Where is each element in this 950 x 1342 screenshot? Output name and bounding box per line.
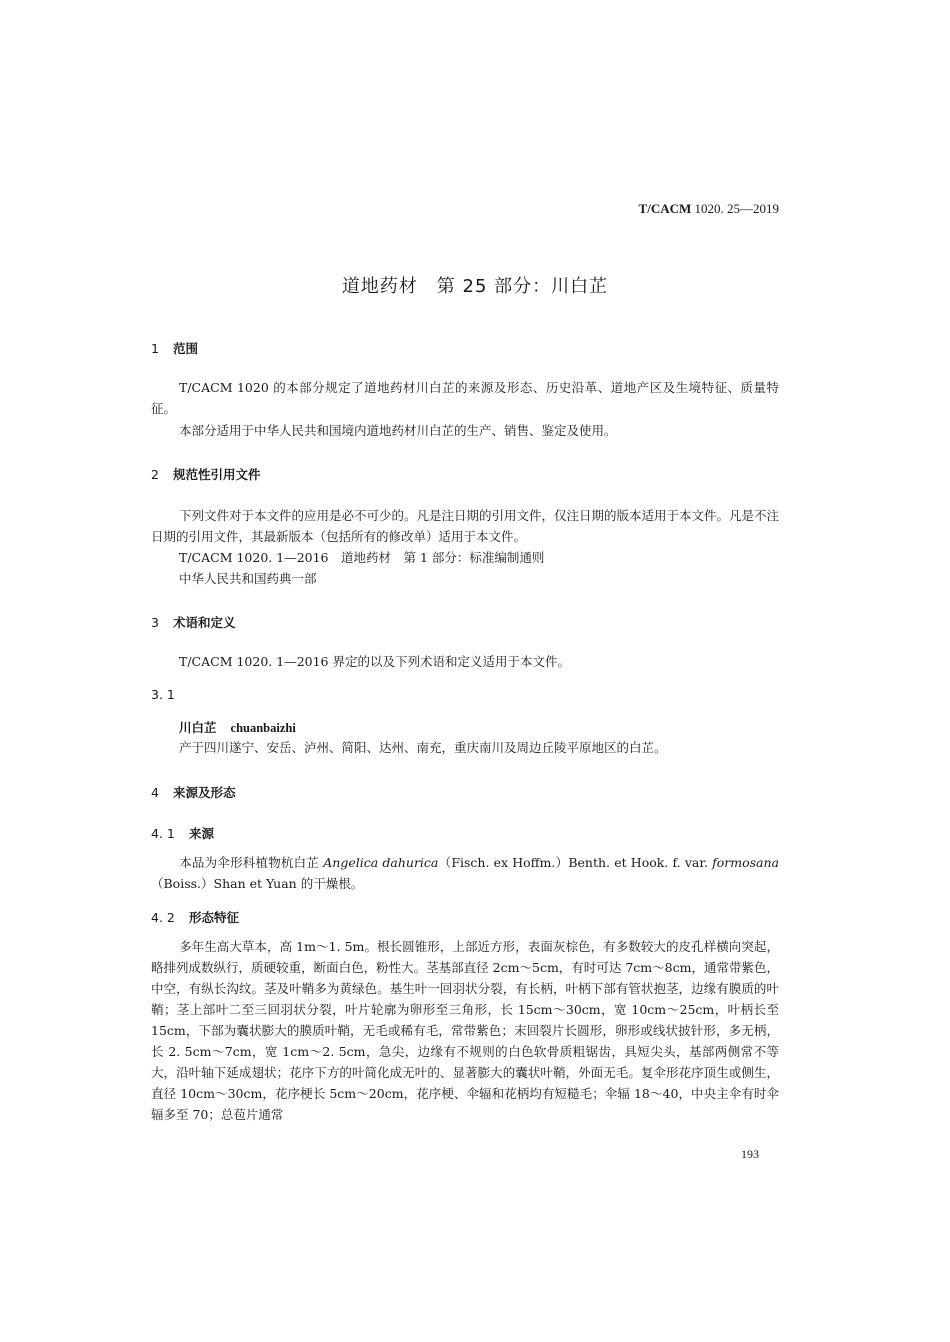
subsection-4-2-paragraph bbox=[151, 936, 779, 1125]
section-4-heading bbox=[151, 783, 236, 801]
section-number: 2 bbox=[151, 467, 159, 482]
section-number: 4 bbox=[151, 785, 159, 800]
section-title: 术语和定义 bbox=[173, 615, 236, 630]
section-title: 来源及形态 bbox=[173, 785, 236, 800]
latin-name: Angelica dahurica bbox=[323, 855, 439, 870]
term-english: chuanbaizhi bbox=[230, 721, 296, 735]
text-run: （Fisch. ex Hoffm.）Benth. et Hook. f. var. bbox=[438, 855, 713, 870]
section-1-heading bbox=[151, 339, 198, 357]
standard-code: 1020. 25—2019 bbox=[691, 201, 779, 216]
subsection-title: 来源 bbox=[189, 826, 215, 841]
subsection-number: 4. 1 bbox=[151, 826, 175, 841]
section-number: 3 bbox=[151, 615, 159, 630]
section-1-paragraph-2: 本部分适用于中华人民共和国境内道地药材川白芷的生产、销售、鉴定及使用。 bbox=[179, 423, 617, 438]
reference-2: 中华人民共和国药典一部 bbox=[179, 571, 317, 586]
standard-prefix: T/CACM bbox=[638, 201, 692, 216]
paragraph-text: T/CACM 1020 的本部分规定了道地药材川白芷的来源及形态、历史沿革、道地产区及生境特征、质量特征。 bbox=[151, 380, 779, 416]
section-number: 1 bbox=[151, 341, 159, 356]
section-2-heading bbox=[151, 465, 261, 483]
paragraph-text: 多年生高大草本，高 1m～1. 5m。根长圆锥形，上部近方形，表面灰棕色，有多数较大的皮孔样横向突起，略排列成数纵行，质硬较重，断面白色，粉性大。茎基部直径 2cm～5cm，有时可达 7cm～8cm，通常带紫色，中空，有纵长沟纹。茎及叶鞘多为黄绿色。基生叶一回羽状分裂，有长柄，叶柄下部有管状抱茎，边缘有膜质的叶鞘；茎上部叶二至三回羽状分裂，叶片轮廓为卵形至三角形，长 15cm～30cm，宽 10cm～25cm，叶柄长至 15cm，下部为囊状膨大的膜质叶鞘，无毛或稀有毛，常带紫色；末回裂片长圆形，卵形或线状披针形，多无柄，长 2. 5cm～7cm，宽 1cm～2. 5cm，急尖，边缘有不规则的白色软骨质粗锯齿，具短尖头，基部两侧常不等大，沿叶轴下延成翅状；花序下方的叶简化成无叶的、显著膨大的囊状叶鞘，外面无毛。复伞形花序顶生或侧生，直径 10cm～30cm，花序梗长 5cm～20cm，花序梗、伞辐和花柄均有短糙毛；伞辐 18～40，中央主伞有时伞辐多至 70；总苞片通常 bbox=[151, 939, 779, 1122]
reference-1: T/CACM 1020. 1—2016 道地药材 第 1 部分：标准编制通则 bbox=[179, 550, 545, 565]
section-3-paragraph-1: T/CACM 1020. 1—2016 界定的以及下列术语和定义适用于本文件。 bbox=[179, 654, 570, 669]
section-title: 范围 bbox=[173, 341, 199, 356]
text-run: 本品为伞形科植物杭白芷 bbox=[179, 855, 324, 870]
section-title: 规范性引用文件 bbox=[173, 467, 261, 482]
subsection-4-1-paragraph bbox=[151, 852, 779, 894]
subsection-3-1-number bbox=[151, 687, 175, 702]
subsection-number: 4. 2 bbox=[151, 910, 175, 925]
subsection-title: 形态特征 bbox=[189, 910, 240, 925]
page-title: 道地药材 第 25 部分：川白芷 bbox=[341, 276, 609, 297]
section-3-heading bbox=[151, 613, 236, 631]
page-number: 193 bbox=[741, 1147, 759, 1161]
text-run: （Boiss.）Shan et Yuan 的干燥根。 bbox=[151, 876, 364, 891]
paragraph-text: 下列文件对于本文件的应用是必不可少的。凡是注日期的引用文件，仅注日期的版本适用于本文件。凡是不注日期的引用文件，其最新版本（包括所有的修改单）适用于本文件。 bbox=[151, 508, 780, 544]
section-2-paragraph-1 bbox=[151, 505, 779, 547]
subsection-4-2-heading bbox=[151, 908, 239, 926]
term-entry bbox=[179, 718, 296, 736]
term-chinese: 川白芷 bbox=[179, 720, 217, 735]
latin-variety: formosana bbox=[712, 855, 779, 870]
term-definition: 产于四川遂宁、安岳、泸州、简阳、达州、南充，重庆南川及周边丘陵平原地区的白芷。 bbox=[179, 740, 667, 755]
subsection-4-1-heading bbox=[151, 824, 214, 842]
subsection-number: 3. 1 bbox=[151, 687, 175, 702]
standard-number bbox=[639, 201, 779, 217]
section-1-paragraph-1 bbox=[151, 377, 779, 419]
